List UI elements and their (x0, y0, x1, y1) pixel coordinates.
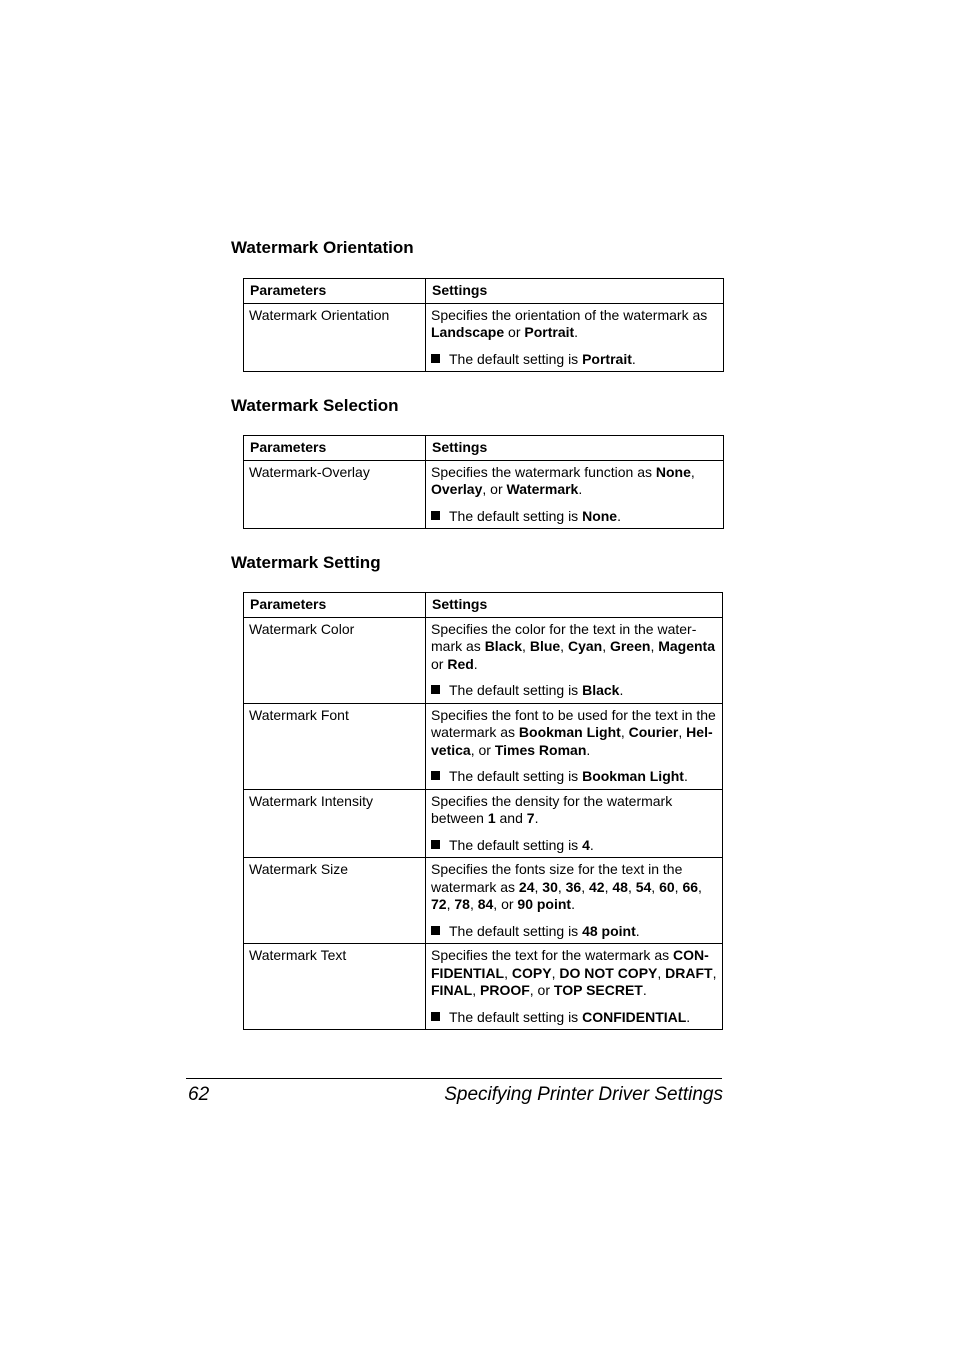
page-number: 62 (188, 1084, 210, 1105)
description-text (431, 707, 717, 760)
text-run: , (712, 964, 717, 981)
bold-term: Bookman Light (582, 768, 684, 784)
bold-term: PROOF (480, 982, 530, 998)
text-run: or (504, 324, 525, 340)
text-run: The default setting is (449, 1008, 583, 1025)
bold-term: 48 point (582, 922, 636, 939)
text-run: . (571, 896, 575, 912)
text-run: . (534, 810, 539, 826)
parameter-name: Watermark Intensity (244, 789, 426, 858)
text-run: , (504, 964, 512, 981)
bold-term: 72 (431, 896, 447, 912)
text-run: , (604, 878, 613, 895)
default-setting-text (449, 1009, 690, 1027)
default-setting-note (431, 768, 717, 786)
header-parameters: Parameters (244, 279, 426, 304)
setting-description (426, 944, 723, 1030)
default-setting-text (449, 508, 621, 526)
header-settings: Settings (426, 279, 724, 304)
section-title-watermark-orientation: Watermark Orientation (231, 238, 414, 257)
text-run: Specifies the watermark function as (431, 463, 656, 480)
table-row (244, 789, 723, 858)
bold-term: 90 point (517, 896, 572, 912)
table-row (244, 858, 723, 944)
text-run: , (650, 638, 659, 654)
bold-term: DO NOT COPY (559, 964, 658, 981)
text-run: , (551, 964, 560, 981)
description-text (431, 464, 718, 499)
text-run: . (473, 655, 478, 672)
bold-term: 66 (682, 878, 699, 895)
parameter-name: Watermark Font (244, 703, 426, 789)
bold-term: 48 (612, 878, 628, 895)
bold-term: None (582, 507, 618, 524)
header-parameters: Parameters (244, 436, 426, 461)
default-setting-note (431, 837, 717, 855)
text-run: . (635, 922, 640, 939)
bold-term: Overlay (431, 481, 483, 497)
description-text (431, 307, 718, 342)
default-setting-note (431, 682, 717, 700)
table-row (244, 303, 724, 372)
square-bullet-icon (431, 511, 440, 520)
bold-term: 7 (526, 810, 535, 826)
text-run: , (651, 878, 660, 895)
table-header-row (244, 593, 723, 618)
bold-term: Black (484, 638, 523, 654)
text-run: , (620, 724, 629, 740)
bold-term: Blue (529, 638, 561, 654)
description-text (431, 621, 717, 674)
bold-term: 36 (565, 878, 582, 895)
bold-term: Black (582, 682, 620, 698)
default-setting-text (449, 837, 594, 855)
header-parameters: Parameters (244, 593, 426, 618)
text-run: , or (493, 896, 518, 912)
watermark-selection-table (243, 435, 724, 529)
default-setting-note (431, 508, 718, 526)
text-run: , (581, 878, 589, 895)
bold-term: 24 (518, 878, 535, 895)
text-run: . (686, 1008, 691, 1025)
text-run: The default setting is (449, 682, 583, 698)
default-setting-text (449, 351, 636, 369)
text-run: , (534, 878, 543, 895)
text-run: , (674, 878, 683, 895)
square-bullet-icon (431, 926, 440, 935)
text-run: Specifies the orientation of the watermark as (431, 306, 708, 323)
text-run: , (472, 982, 480, 998)
header-settings: Settings (426, 436, 724, 461)
footer-chapter-title: Specifying Printer Driver Settings (444, 1084, 723, 1105)
description-text (431, 793, 717, 828)
default-setting-note (431, 923, 717, 941)
table-row (244, 944, 723, 1030)
table-header-row (244, 436, 724, 461)
text-run: , or (470, 741, 495, 758)
bold-term: 42 (589, 878, 605, 895)
text-run: , (657, 964, 666, 981)
description-text (431, 947, 717, 1000)
text-run: , (446, 896, 455, 912)
square-bullet-icon (431, 771, 440, 780)
text-run: , (557, 878, 566, 895)
text-run: The default setting is (449, 922, 583, 939)
parameter-name: Watermark Color (244, 617, 426, 703)
watermark-setting-table (243, 592, 723, 1030)
text-run: Specifies the density for the watermark between (431, 792, 673, 826)
bold-term: Watermark (506, 481, 579, 497)
text-run: , (560, 638, 568, 654)
text-run: . (617, 507, 621, 524)
footer-rule (186, 1078, 722, 1079)
bold-term: None (655, 463, 691, 480)
default-setting-note (431, 351, 718, 369)
bold-term: 30 (542, 878, 558, 895)
text-run: , (690, 463, 695, 480)
bold-term: COPY (511, 964, 552, 981)
parameter-name: Watermark Orientation (244, 303, 426, 372)
bold-term: 78 (454, 896, 470, 912)
text-run: . (619, 682, 624, 698)
text-run: , (522, 638, 530, 654)
text-run: The default setting is (449, 507, 583, 524)
default-setting-text (449, 923, 640, 941)
table-row (244, 703, 723, 789)
text-run: Specifies the fonts size for the text in the watermark as (431, 861, 683, 895)
default-setting-text (449, 768, 688, 786)
bold-term: 84 (477, 896, 494, 912)
section-title-watermark-setting: Watermark Setting (231, 553, 381, 572)
bold-term: Courier (628, 724, 679, 740)
bold-term: Portrait (524, 324, 575, 340)
default-setting-note (431, 1009, 717, 1027)
bold-term: Green (609, 638, 651, 654)
table-row (244, 617, 723, 703)
text-run: , or (529, 982, 554, 998)
text-run: , (678, 724, 687, 740)
table-header-row (244, 279, 724, 304)
setting-description (426, 858, 723, 944)
default-setting-text (449, 682, 623, 700)
text-run: . (642, 982, 647, 998)
setting-description (426, 617, 723, 703)
bold-term: DRAFT (665, 964, 713, 981)
text-run: . (574, 324, 579, 340)
bold-term: 1 (487, 810, 496, 826)
text-run: . (578, 481, 583, 497)
text-run: . (589, 836, 594, 853)
parameter-name: Watermark Text (244, 944, 426, 1030)
text-run: . (683, 768, 688, 784)
bold-term: FINAL (431, 982, 473, 998)
bold-term: 60 (659, 878, 675, 895)
text-run: Specifies the color for the text in the water-mark as (431, 620, 697, 654)
text-run: . (586, 741, 591, 758)
parameter-name: Watermark Size (244, 858, 426, 944)
square-bullet-icon (431, 1012, 440, 1021)
bold-term: CON-FIDENTIAL (431, 947, 709, 981)
text-run: , (602, 638, 610, 654)
square-bullet-icon (431, 685, 440, 694)
text-run: The default setting is (449, 768, 583, 784)
bold-term: CONFIDENTIAL (582, 1008, 687, 1025)
bold-term: Bookman Light (518, 724, 621, 740)
bold-term: 54 (635, 878, 652, 895)
bold-term: Times Roman (494, 741, 587, 758)
bold-term: Portrait (582, 350, 632, 367)
text-run: , (627, 878, 636, 895)
setting-description (426, 460, 724, 529)
setting-description (426, 303, 724, 372)
header-settings: Settings (426, 593, 723, 618)
text-run: , (698, 878, 702, 895)
text-run: Specifies the text for the watermark as (431, 947, 673, 963)
text-run: The default setting is (449, 350, 583, 367)
section-title-watermark-selection: Watermark Selection (231, 396, 399, 415)
bold-term: Hel-vetica (431, 724, 713, 758)
text-run: Specifies the font to be used for the text in the watermark as (431, 706, 716, 740)
description-text (431, 861, 717, 914)
text-run: or (431, 655, 448, 672)
text-run: , or (482, 481, 507, 497)
text-run: and (495, 810, 527, 826)
bold-term: Magenta (658, 638, 716, 654)
bold-term: Red (447, 655, 474, 672)
parameter-name: Watermark-Overlay (244, 460, 426, 529)
bold-term: TOP SECRET (553, 982, 643, 998)
bold-term: 4 (582, 836, 590, 853)
bold-term: Landscape (431, 324, 505, 340)
text-run: , (469, 896, 478, 912)
text-run: . (631, 350, 636, 367)
watermark-orientation-table (243, 278, 724, 372)
table-row (244, 460, 724, 529)
text-run: The default setting is (449, 836, 583, 853)
setting-description (426, 703, 723, 789)
square-bullet-icon (431, 840, 440, 849)
bold-term: Cyan (567, 638, 603, 654)
setting-description (426, 789, 723, 858)
square-bullet-icon (431, 354, 440, 363)
